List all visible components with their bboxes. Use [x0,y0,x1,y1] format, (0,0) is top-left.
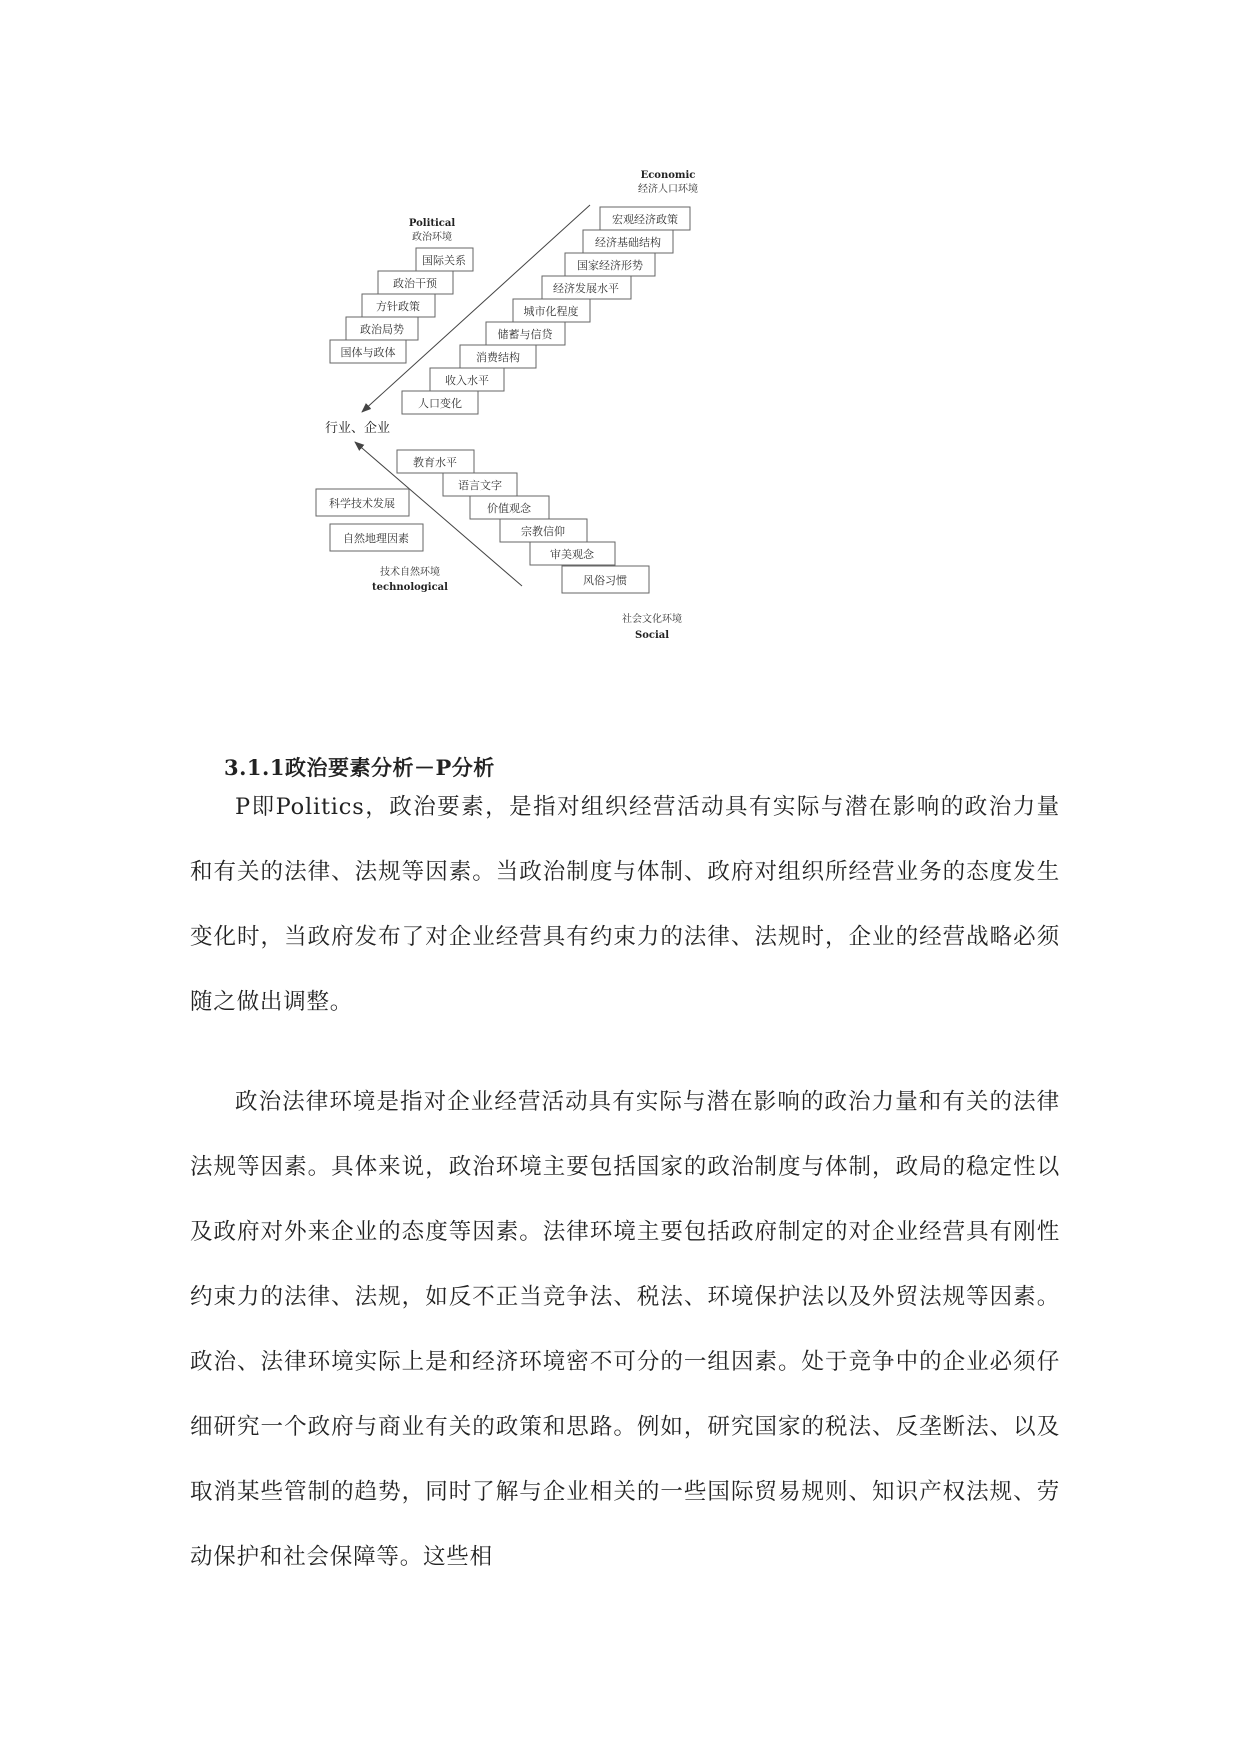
economic-box [460,345,536,368]
economic-box [600,207,690,230]
svg-text:收入水平: 收入水平 [445,374,489,387]
political-title-en: Political [408,218,456,229]
svg-text:科学技术发展: 科学技术发展 [329,497,395,510]
economic-box [565,253,655,276]
body-paragraph: 政治法律环境是指对企业经营活动具有实际与潜在影响的政治力量和有关的法律法规等因素。具体来说，政治环境主要包括国家的政治制度与体制，政局的稳定性以及政府对外来企业的态度等因素。法律环境主要包括政府制定的对企业经营具有刚性约束力的法律、法规，如反不正当竞争法、税法、环境保护法以及外贸法规等因素。政治、法律环境实际上是和经济环境密不可分的一组因素。处于竞争中的企业必须仔细研究一个政府与商业有关的政策和思路。例如，研究国家的税法、反垄断法、以及取消某些管制的趋势，同时了解与企业相关的一些国际贸易规则、知识产权法规、劳动保护和社会保障等。这些相 [190,1089,1060,1570]
pest-diagram [0,0,1241,680]
svg-text:国体与政体: 国体与政体 [340,346,396,359]
svg-text:城市化程度: 城市化程度 [523,305,579,318]
political-box [416,248,473,271]
political-box [378,271,453,294]
social-box [397,450,474,473]
svg-text:储蓄与信贷: 储蓄与信贷 [497,328,553,341]
svg-text:国家经济形势: 国家经济形势 [577,259,643,272]
social-title-zh: 社会文化环境 [622,614,682,625]
svg-text:经济基础结构: 经济基础结构 [595,236,661,249]
political-box [330,340,406,363]
social-box [443,473,517,496]
svg-text:审美观念: 审美观念 [550,548,594,561]
economic-title-en: Economic [640,170,696,181]
economic-title-zh: 经济人口环境 [638,184,698,195]
body-paragraph: P即Politics，政治要素，是指对组织经营活动具有实际与潜在影响的政治力量和有关的法律、法规等因素。当政治制度与体制、政府对组织所经营业务的态度发生变化时，当政府发布了对企业经营具有约束力的法律、法规时，企业的经营战略必须随之做出调整。 [190,794,1060,1015]
svg-text:人口变化: 人口变化 [418,397,462,410]
svg-text:教育水平: 教育水平 [413,456,457,469]
social-box [562,566,649,593]
economic-box [542,276,631,299]
technological-title-en: technological [372,582,448,593]
political-box [346,317,418,340]
economic-box [486,322,565,345]
economic-box [513,299,590,322]
social-box [500,519,587,542]
political-box [362,294,435,317]
technological-box [316,489,409,516]
svg-text:国际关系: 国际关系 [422,254,466,267]
svg-text:消费结构: 消费结构 [476,351,520,364]
economic-box [430,368,504,391]
social-title-en: Social [634,630,670,641]
svg-text:价值观念: 价值观念 [487,502,531,515]
social-box [470,496,549,519]
political-title-zh: 政治环境 [412,232,452,243]
svg-text:语言文字: 语言文字 [458,479,502,492]
svg-text:自然地理因素: 自然地理因素 [343,532,409,545]
social-box [530,542,615,565]
svg-text:政治局势: 政治局势 [360,323,404,336]
technological-title-zh: 技术自然环境 [380,567,440,578]
svg-text:经济发展水平: 经济发展水平 [553,282,619,295]
svg-text:方针政策: 方针政策 [376,300,420,313]
svg-text:政治干预: 政治干预 [393,277,437,290]
svg-text:风俗习惯: 风俗习惯 [583,574,627,587]
center-label: 行业、企业 [325,421,391,436]
svg-text:宏观经济政策: 宏观经济政策 [612,213,678,226]
svg-text:宗教信仰: 宗教信仰 [521,525,565,538]
economic-box [583,230,673,253]
economic-box [402,391,478,414]
section-heading: 3.1.1政治要素分析－P分析 [224,755,495,780]
technological-box [330,524,423,551]
